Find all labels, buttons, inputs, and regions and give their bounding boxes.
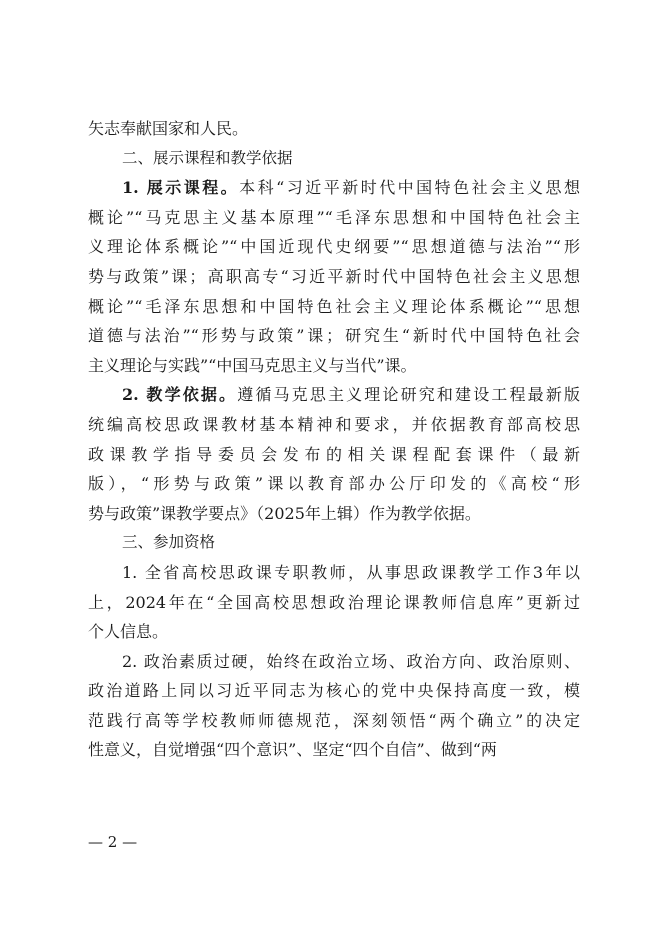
paragraph-line bbox=[88, 617, 580, 647]
line-text: 主义理论与实践”“中国马克思主义与当代”课。 bbox=[88, 355, 417, 375]
document-body bbox=[88, 114, 580, 765]
line-text: 概论”“毛泽东思想和中国特色社会主义理论体系概论”“思想 bbox=[88, 296, 580, 316]
line-text: 本科“习近平新时代中国特色社会主义思想 bbox=[239, 178, 580, 198]
paragraph-line bbox=[88, 588, 580, 618]
paragraph-line bbox=[88, 410, 580, 440]
paragraph-line bbox=[88, 173, 580, 203]
paragraph-line bbox=[88, 114, 580, 144]
line-text: 2. 政治素质过硬，始终在政治立场、政治方向、政治原则、 bbox=[122, 651, 580, 671]
paragraph-line bbox=[88, 469, 580, 499]
line-text: 上，2024年在“全国高校思想政治理论课教师信息库”更新过 bbox=[88, 592, 580, 612]
paragraph-line bbox=[88, 351, 580, 381]
section-heading bbox=[88, 144, 580, 174]
paragraph-line bbox=[88, 676, 580, 706]
paragraph-line bbox=[88, 440, 580, 470]
paragraph-line bbox=[88, 203, 580, 233]
paragraph-line bbox=[88, 232, 580, 262]
page-number: — 2 — bbox=[88, 833, 138, 851]
line-text: 个人信息。 bbox=[88, 622, 169, 642]
paragraph-line bbox=[88, 292, 580, 322]
line-text: 遵循马克思主义理论研究和建设工程最新版 bbox=[237, 385, 580, 405]
paragraph-line bbox=[88, 647, 580, 677]
line-text: 矢志奉献国家和人民。 bbox=[88, 119, 249, 138]
paragraph-line bbox=[88, 558, 580, 588]
line-text: 范践行高等学校教师师德规范，深刻领悟“两个确立”的决定 bbox=[88, 710, 580, 730]
line-text: 统编高校思政课教材基本精神和要求，并依据教育部高校思 bbox=[88, 414, 580, 434]
paragraph-line bbox=[88, 262, 580, 292]
paragraph-line bbox=[88, 380, 580, 410]
line-text: 政课教学指导委员会发布的相关课程配套课件（最新 bbox=[88, 444, 580, 464]
line-text: 势与政策”课教学要点》（2025年上辑）作为教学依据。 bbox=[88, 503, 481, 523]
line-text: 二、展示课程和教学依据 bbox=[122, 148, 293, 167]
item-lead-title: 2. 教学依据。 bbox=[122, 385, 238, 405]
line-text: 性意义，自觉增强“四个意识”、坚定“四个自信”、做到“两 bbox=[88, 740, 497, 760]
line-text: 概论”“马克思主义基本原理”“毛泽东思想和中国特色社会主 bbox=[88, 207, 580, 227]
line-text: 政治道路上同以习近平同志为核心的党中央保持高度一致，模 bbox=[88, 681, 580, 701]
line-text: 1. 全省高校思政课专职教师，从事思政课教学工作3年以 bbox=[122, 562, 580, 582]
line-text: 势与政策”课；高职高专“习近平新时代中国特色社会主义思想 bbox=[88, 266, 580, 286]
paragraph-line bbox=[88, 321, 580, 351]
line-text: 版），“形势与政策”课以教育部办公厅印发的《高校“形 bbox=[88, 474, 580, 494]
paragraph-line bbox=[88, 499, 580, 529]
line-text: 道德与法治”“形势与政策”课；研究生“新时代中国特色社会 bbox=[88, 326, 580, 346]
line-text: 三、参加资格 bbox=[122, 533, 216, 552]
paragraph-line bbox=[88, 706, 580, 736]
section-heading bbox=[88, 528, 580, 558]
paragraph-line bbox=[88, 735, 580, 765]
line-text: 义理论体系概论”“中国近现代史纲要”“思想道德与法治”“形 bbox=[88, 237, 580, 257]
item-lead-title: 1. 展示课程。 bbox=[122, 178, 240, 198]
